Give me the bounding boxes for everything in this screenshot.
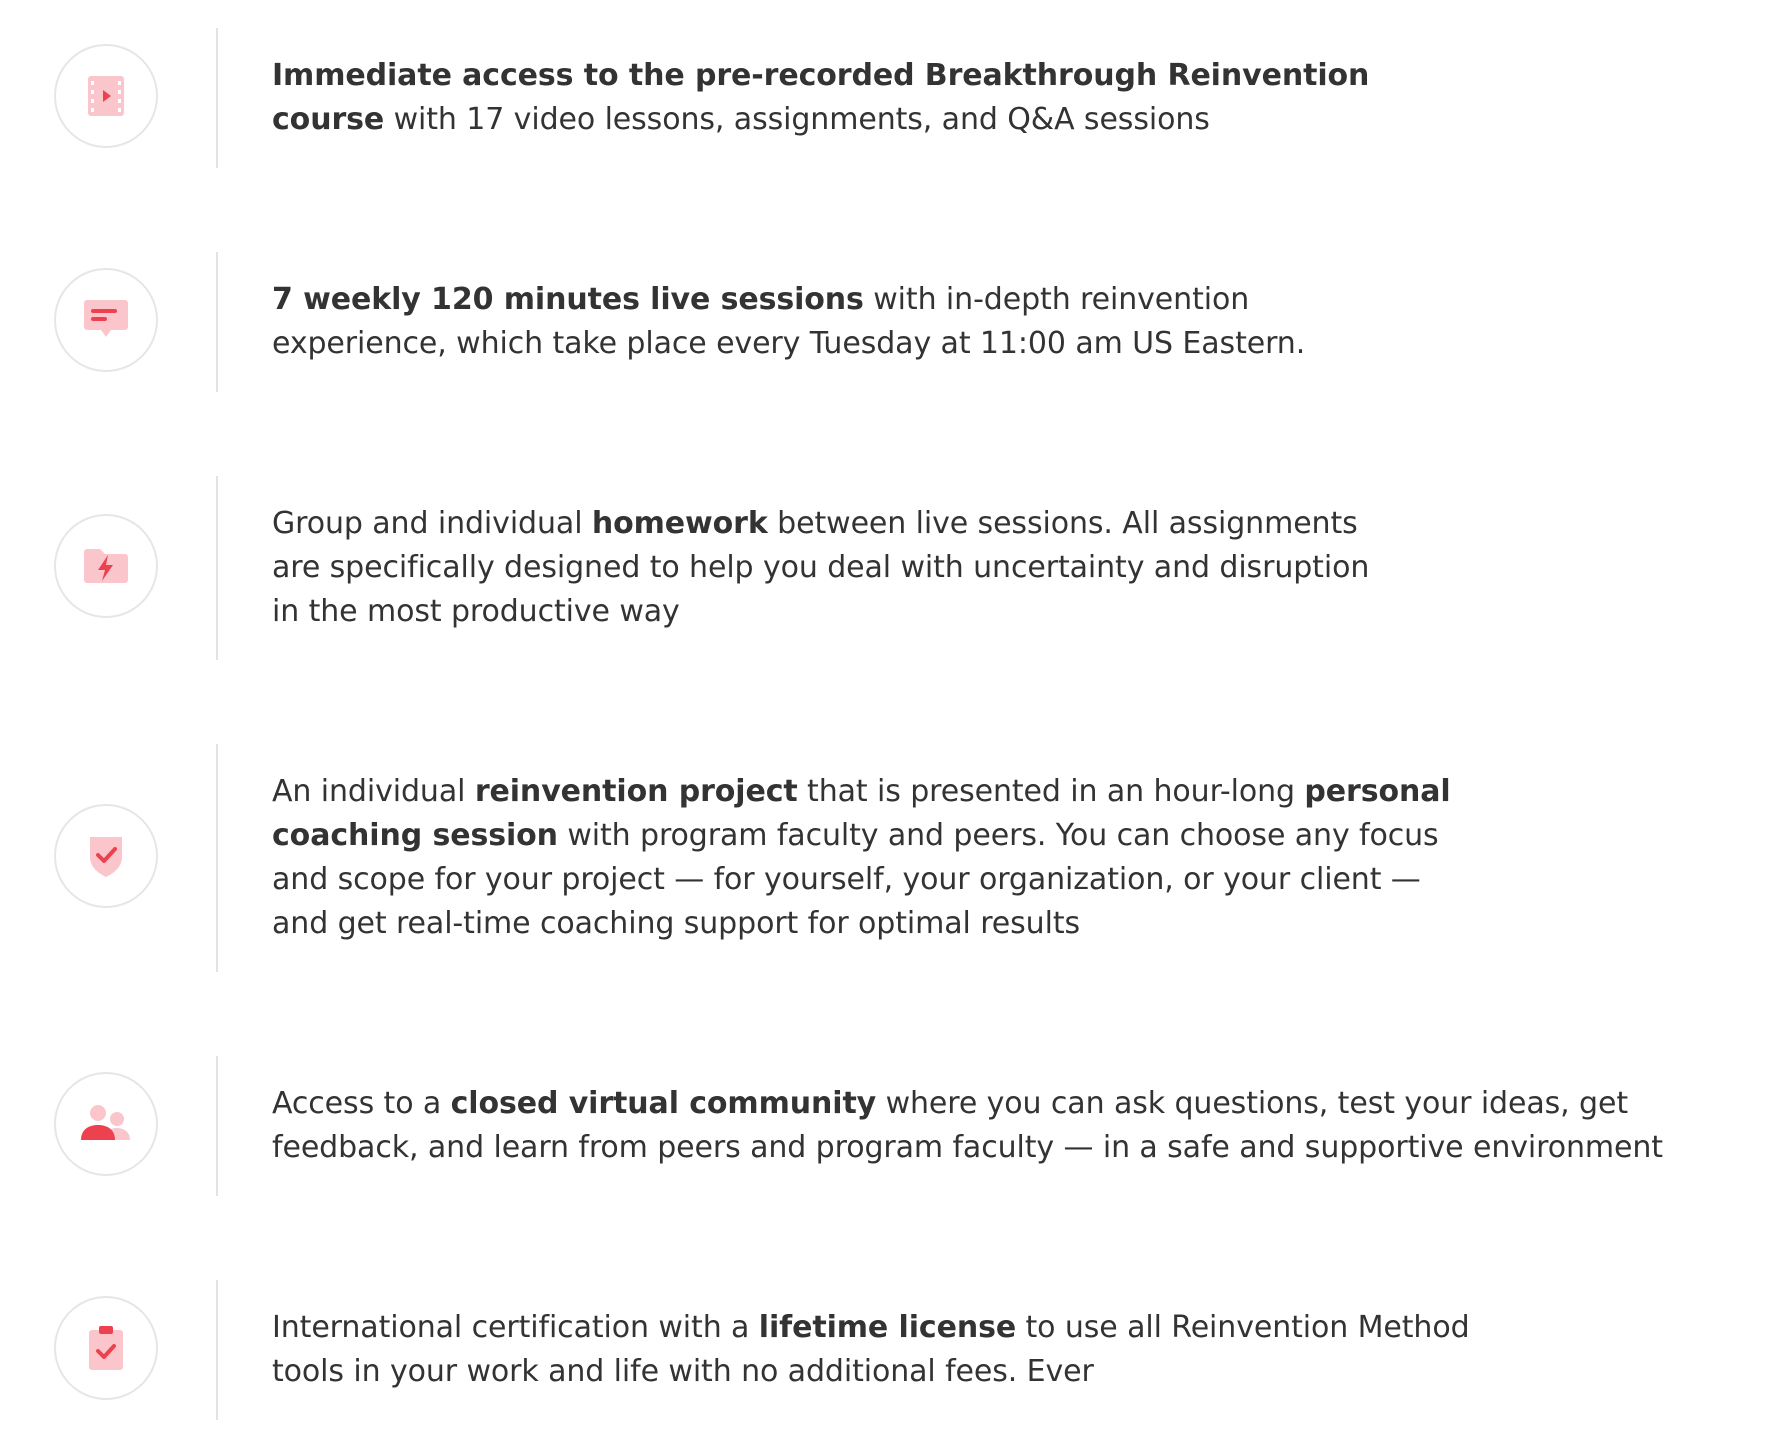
divider	[216, 252, 218, 392]
text-bold: coaching session	[272, 818, 558, 853]
text: International certification with a	[272, 1310, 759, 1345]
clipboard-check-icon	[86, 1324, 126, 1372]
divider	[216, 476, 218, 660]
feature-description	[272, 1306, 1470, 1394]
text-bold: closed virtual community	[450, 1086, 877, 1121]
text: with in-depth reinvention	[863, 282, 1250, 317]
divider	[216, 744, 218, 972]
video-file-icon	[86, 74, 126, 118]
text-bold: Immediate access to the pre-recorded Breakthrough Reinvention	[272, 58, 1370, 93]
text: and scope for your project — for yourself, your organization, or your client —	[272, 862, 1421, 897]
icon-circle	[54, 1072, 158, 1176]
text-bold: reinvention project	[474, 774, 798, 809]
text: An individual	[272, 774, 475, 809]
text: are specifically designed to help you deal with uncertainty and disruption	[272, 550, 1370, 585]
icon-circle	[54, 1296, 158, 1400]
shield-check-icon	[86, 833, 126, 879]
icon-circle	[54, 804, 158, 908]
community-users-icon	[78, 1102, 134, 1146]
divider	[216, 1280, 218, 1420]
text: Access to a	[272, 1086, 451, 1121]
icon-circle	[54, 514, 158, 618]
text: tools in your work and life with no additional fees. Ever	[272, 1354, 1094, 1389]
text-bold: personal	[1304, 774, 1451, 809]
text: in the most productive way	[272, 594, 680, 629]
text-bold: course	[272, 102, 385, 137]
text: experience, which take place every Tuesday at 11:00 am US Eastern.	[272, 326, 1306, 361]
feature-description	[272, 278, 1305, 366]
divider	[216, 28, 218, 168]
divider	[216, 1056, 218, 1196]
folder-lightning-icon	[82, 546, 130, 586]
text: feedback, and learn from peers and program faculty — in a safe and supportive environment	[272, 1130, 1663, 1165]
icon-circle	[54, 44, 158, 148]
feature-description	[272, 502, 1369, 634]
text: with program faculty and peers. You can choose any focus	[557, 818, 1439, 853]
feature-description	[272, 54, 1369, 142]
text-bold: lifetime license	[758, 1310, 1017, 1345]
text: where you can ask questions, test your ideas, get	[876, 1086, 1628, 1121]
text: Group and individual	[272, 506, 592, 541]
feature-description	[272, 1082, 1663, 1170]
text: between live sessions. All assignments	[767, 506, 1358, 541]
feature-description	[272, 770, 1451, 946]
text-bold: homework	[591, 506, 768, 541]
text: with 17 video lessons, assignments, and Q&A sessions	[384, 102, 1210, 137]
icon-circle	[54, 268, 158, 372]
text: that is presented in an hour-long	[797, 774, 1305, 809]
text-bold: 7 weekly 120 minutes live sessions	[272, 282, 864, 317]
text: to use all Reinvention Method	[1016, 1310, 1470, 1345]
chat-bubble-icon	[82, 297, 130, 343]
text: and get real-time coaching support for optimal results	[272, 906, 1081, 941]
